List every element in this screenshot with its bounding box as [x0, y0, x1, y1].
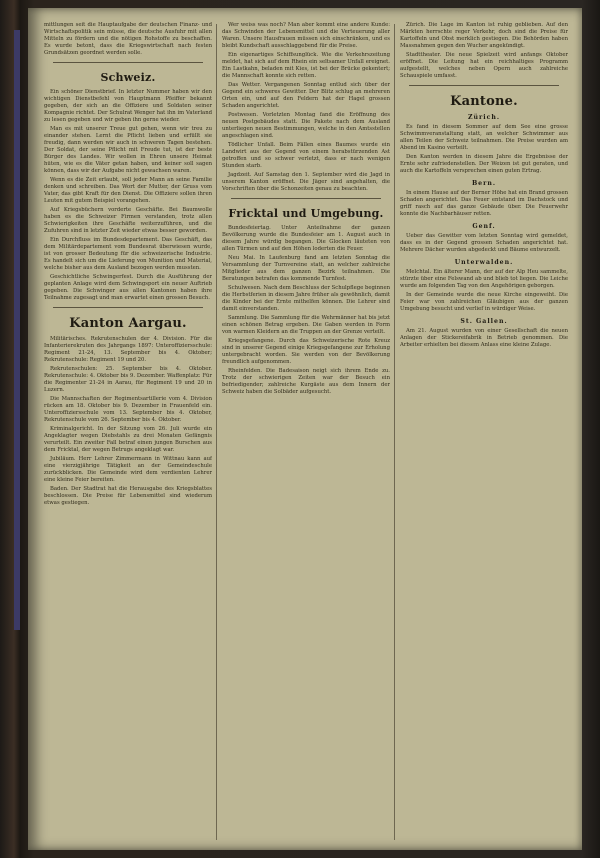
article-text: Ein eigenartiges Schiffsunglück. Wie die Verkehrszeitung meldet, hat sich auf dem Rhein ein seltsamer Unfall ereignet. Ein Lastkahn, beladen mit Kies, ist bei der Brücke gekentert; die Mannschaft konnte sich retten.	[222, 52, 390, 79]
subheading-unterwalden: Unterwalden.	[454, 259, 514, 266]
subheading-genf: Genf.	[472, 223, 496, 230]
article-text: Baden. Der Stadtrat hat die Herausgabe des Kriegsblattes beschlossen. Die Preise für Lebensmittel sind wiederum etwas gestiegen.	[44, 486, 212, 506]
article-text: Am 21. August wurden von einer Gesellschaft die neuen Anlagen der Stickereifabrik in Betrieb genommen. Die Arbeiter erhielten bei diesem Anlass eine kleine Zulage.	[400, 328, 568, 348]
article-text: Sammlung. Die Sammlung für die Wehrmänner hat bis jetzt einen schönen Betrag ergeben. Die Gaben werden in Form von warmen Kleidern an die Truppen an der Grenze verteilt.	[222, 315, 390, 335]
subheading-bern: Bern.	[471, 180, 497, 187]
column-divider	[394, 24, 395, 840]
column-1	[44, 22, 212, 842]
article-text: Auf Kriegsbüchern vorderte Geschäfte. Bei Baumwolle haben es die Schweizer Firmen verstanden, trotz allen Schwierigkeiten ihre Geschäfte weiterzuführen, und die Zufuhren sind in letzter Zeit wieder etwas besser geworden.	[44, 207, 212, 234]
section-heading-aargau: Kanton Aargau.	[69, 316, 187, 331]
subheading-zurich: Zürich.	[467, 114, 501, 121]
article-text: In der Gemeinde wurde die neue Kirche eingeweiht. Die Feier war von zahlreichen Gläubigen aus der ganzen Umgebung besucht und verlief in würdiger Weise.	[400, 292, 568, 312]
article-text: Den Kanton werden in diesem Jahre die Ergebnisse der Ernte sehr zufriedenstellen. Der Weizen ist gut geraten, und auch die Kartoffeln versprechen einen guten Ertrag.	[400, 154, 568, 174]
article-text: Es fand in diesem Sommer auf dem See eine grosse Schwimmveranstaltung statt, an welcher Schwimmer aus allen Teilen der Schweiz teilnahmen. Die Preise wurden am Abend im Kasino verteilt.	[400, 124, 568, 151]
section-rule	[53, 307, 203, 308]
column-3	[400, 22, 568, 842]
article-text: Bundesfeiertag. Unter Anteilnahme der ganzen Bevölkerung wurde die Bundesfeier am 1. August auch in diesem Jahre würdig begangen. Die Glocken läuteten von allen Türmen und auf den Höhen loderten die Feuer.	[222, 225, 390, 252]
article-text: Die Mannschaften der Regimentsartillerie vom 4. Division rücken am 18. Oktober bis 9. Dezember in Frauenfeld ein. Unteroffiziersschule vom 13. September bis 4. Oktober, Rekrutenschule vom 26. September bis 4. Oktober.	[44, 396, 212, 423]
article-text: Neu Mai. In Laufenburg fand am letzten Sonntag die Versammlung der Turnvereine statt, an welcher zahlreiche Mitglieder aus dem ganzen Bezirk teilnahmen. Die Beratungen betrafen das kommende Turnfest.	[222, 255, 390, 282]
article-text: Postwesen. Vorletzten Montag fand die Eröffnung des neuen Postgebäudes statt. Die Pakete nach dem Ausland unterliegen neuen Bestimmungen, welche in den Amtsstellen angeschlagen sind.	[222, 112, 390, 139]
section-heading-fricktal: Fricktal und Umgebung.	[228, 207, 384, 220]
article-text: Melchtal. Ein älterer Mann, der auf der Alp Heu sammelte, stürzte über eine Felswand ab und blieb tot liegen. Die Leiche wurde am folgenden Tag von den Angehörigen geborgen.	[400, 269, 568, 289]
section-rule	[409, 85, 559, 86]
article-text: Rheinfelden. Die Badesaison neigt sich ihrem Ende zu. Trotz der schwierigen Zeiten war der Besuch ein befriedigender; zahlreiche Kurgäste aus dem Innern der Schweiz haben die Solbäder aufgesucht.	[222, 368, 390, 395]
article-text: Ein Durchfluss im Bundesdepartement. Das Geschäft, das dem Militärdepartement vom Bundesrat überwiesen wurde, ist von grosser Bedeutung für die schweizerische Industrie. Es handelt sich um die Lieferung von Munition und Material, welche bisher aus dem Ausland bezogen werden mussten.	[44, 237, 212, 271]
article-text: Wenn es die Zeit erlaubt, soll jeder Mann an seine Familie denken und schreiben. Das Wort der Mutter, der Gruss vom Vater, das gibt Kraft für den Dienst. Die Offiziere sollen ihren Leuten mit gutem Beispiel vorangehen.	[44, 177, 212, 204]
article-text: Geschichtliche Schwingerfest. Durch die Ausführung der geplanten Anlage wird dem Schwingsport ein neuer Auftrieb gegeben. Die Schwinger aus allen Kantonen haben ihre Teilnahme zugesagt und man erwartet einen grossen Besuch.	[44, 274, 212, 301]
article-text: Ein schöner Dienstbrief. In letzter Nummer haben wir den wichtigen Dienstbefehl von Hauptmann Pfeiffer bekannt gegeben, der sich an die Offiziere und Soldaten seiner Kompagnie richtet. Der Schulrat Wenger hat ihn im Vaterland zu lesen gegeben und wir geben ihn gerne wieder.	[44, 89, 212, 123]
article-text: Zürich. Die Lage im Kanton ist ruhig geblieben. Auf den Märkten herrschte reger Verkehr, doch sind die Preise für Kartoffeln und Obst merklich gestiegen. Die Behörden haben Massnahmen gegen den Wucher angekündigt.	[400, 22, 568, 49]
column-divider	[216, 24, 217, 840]
bookmark-ribbon	[14, 30, 20, 630]
article-text: mittlungen seit die Hauptaufgabe der deutschen Finanz- und Wirtschaftspolitik sein müsse, die deutsche Ausfuhr mit allen Mitteln zu fördern und die nötigen Rohstoffe zu beschaffen. Es wurde betont, dass die Kriegswirtschaft nach festen Grundsätzen geordnet werden solle.	[44, 22, 212, 56]
column-2	[222, 22, 390, 842]
article-text: Tödlicher Unfall. Beim Fällen eines Baumes wurde ein Landwirt aus der Gegend von einem herabstürzenden Ast getroffen und so schwer verletzt, dass er nach wenigen Stunden starb.	[222, 142, 390, 169]
article-text: Jubiläum. Herr Lehrer Zimmermann in Wittnau kann auf eine vierzigjährige Tätigkeit an der Gemeindeschule zurückblicken. Die Gemeinde wird dem verdienten Lehrer eine kleine Feier bereiten.	[44, 456, 212, 483]
article-text: Militärisches. Rekrutenschulen der 4. Division. Für die Infanterierekruten des Jahrgangs 1897: Unteroffiziersschule: Regiment 21-24, 13. September bis 4. Oktober; Rekrutenschule: Regiment 19 und 20.	[44, 336, 212, 363]
article-text: Schulwesen. Nach dem Beschluss der Schulpflege beginnen die Herbstferien in diesem Jahre früher als gewöhnlich, damit die Kinder bei der Ernte mithelfen können. Die Lehrer sind damit einverstanden.	[222, 285, 390, 312]
article-text: In einem Hause auf der Berner Höhe hat ein Brand grossen Schaden angerichtet. Das Feuer entstand im Dachstock und griff rasch auf das ganze Gebäude über. Die Feuerwehr konnte die Nachbarhäuser retten.	[400, 190, 568, 217]
article-text: Jagdzeit. Auf Samstag den 1. September wird die Jagd in unserem Kanton eröffnet. Die Jäger sind angehalten, die Vorschriften über die Schonzeiten genau zu beachten.	[222, 172, 390, 192]
article-text: Kriminalgericht. In der Sitzung vom 26. Juli wurde ein Angeklagter wegen Diebstahls zu drei Monaten Gefängnis verurteilt. Ein zweiter Fall betraf einen jungen Burschen aus dem Fricktal, der wegen Betrugs angeklagt war.	[44, 426, 212, 453]
article-text: Ueber das Gewitter vom letzten Sonntag wird gemeldet, dass es in der Gegend grossen Schaden angerichtet hat. Mehrere Dächer wurden abgedeckt und Bäume entwurzelt.	[400, 233, 568, 253]
section-heading-kantone: Kantone.	[450, 94, 518, 109]
article-text: Rekrutenschulen: 25. September bis 4. Oktober. Rekrutenschule: 4. Oktober bis 9. Dezember. Waffenplatz: Für die Regimenter 21-24 in Aarau, für Regiment 19 und 20 in Luzern.	[44, 366, 212, 393]
section-heading-schweiz: Schweiz.	[100, 71, 156, 84]
article-text: Kriegsgefangene. Durch das Schweizerische Rote Kreuz sind in unserer Gegend einige Kriegsgefangene zur Erholung untergebracht worden. Sie werden von der Bevölkerung freundlich aufgenommen.	[222, 338, 390, 365]
book-page-edge	[582, 0, 600, 858]
newspaper-page	[28, 8, 582, 850]
article-text: Das Wetter. Vergangenen Sonntag entlud sich über der Gegend ein schweres Gewitter. Der Blitz schlug an mehreren Orten ein, und auf den Feldern hat der Hagel grossen Schaden angerichtet.	[222, 82, 390, 109]
subheading-st-gallen: St. Gallen.	[460, 318, 508, 325]
section-rule	[231, 198, 381, 199]
article-text: Man es mit unserer Treue gut gehen, wenn wir treu zu einander stehen. Lernt die Pflicht lieben und erfüllt sie freudig, dann werden wir auch in schweren Tagen bestehen. Der Soldat, der seine Pflicht mit Freude tut, ist der beste Bürger des Landes. Wir wollen in Ehren unsere Heimat hüten, wie es die Väter getan haben, und keiner soll sagen können, dass wir der Aufgabe nicht gewachsen waren.	[44, 126, 212, 174]
article-text: Wer weiss was noch? Man aber kommt eine andere Kunde: das Schwinden der Lebensmittel und die Verteuerung aller Waren. Unsere Hausfrauen müssen sich einschränken, und es bleibt Kundschaft ausschlaggebend für die Preise.	[222, 22, 390, 49]
article-text: Stadttheater. Die neue Spielzeit wird anfangs Oktober eröffnet. Die Leitung hat ein reichhaltiges Programm aufgestellt, welches neben Opern auch zahlreiche Schauspiele umfasst.	[400, 52, 568, 79]
section-rule	[53, 62, 203, 63]
